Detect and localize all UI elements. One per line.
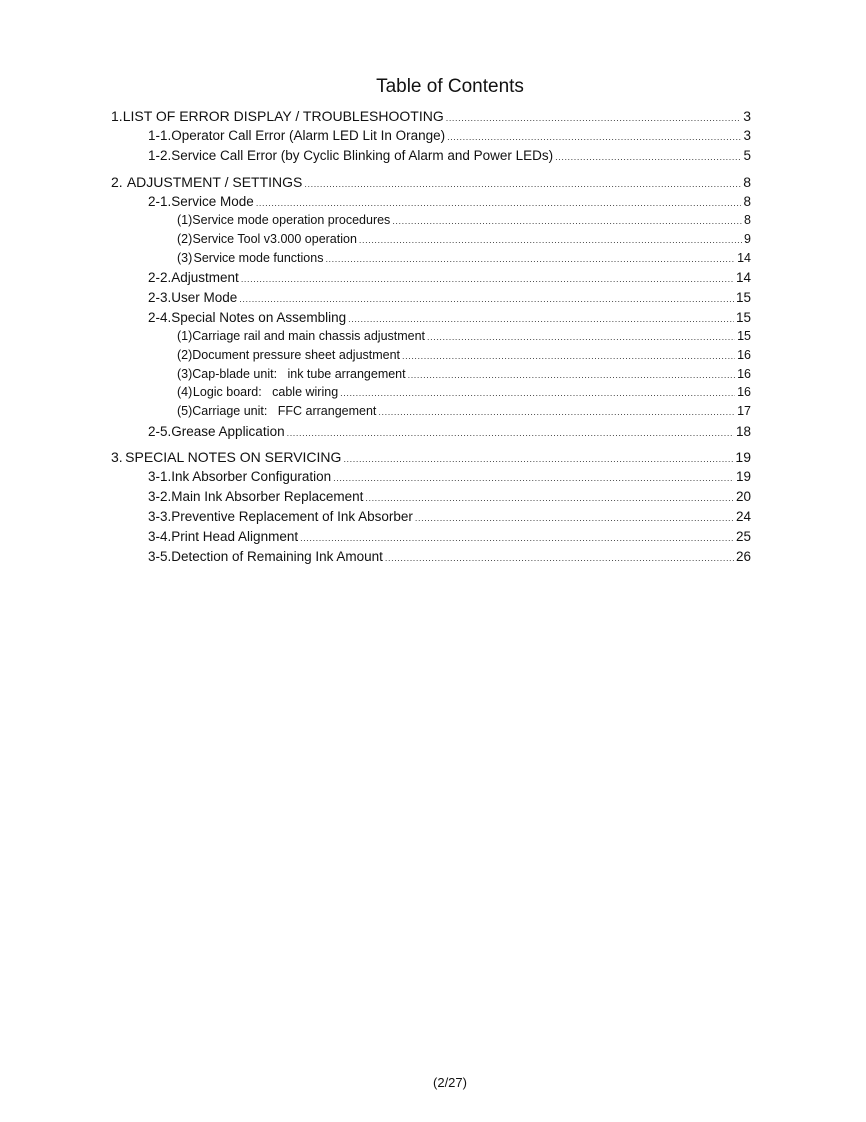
toc-entry-label: Operator Call Error (Alarm LED Lit In Orange) — [171, 128, 446, 143]
toc-entry-page: 8 — [743, 174, 751, 190]
toc-entry[interactable] — [177, 367, 751, 381]
toc-entry[interactable] — [177, 404, 751, 418]
toc-entry-page: 9 — [744, 232, 751, 246]
toc-entry[interactable] — [148, 529, 751, 544]
toc-entry-number: 1-1. — [148, 128, 172, 143]
toc-entry-number: 2-5. — [148, 424, 172, 439]
dot-leader — [359, 235, 742, 245]
toc-entry-number: 2-3. — [148, 290, 172, 305]
toc-entry-number: 2-2. — [148, 270, 172, 285]
toc-entry[interactable] — [177, 232, 751, 246]
toc-entry[interactable] — [177, 329, 751, 343]
toc-entry[interactable] — [148, 424, 751, 439]
toc-entry-page: 15 — [735, 290, 751, 305]
toc-entry-number: 2-4. — [148, 310, 172, 325]
toc-entry[interactable] — [111, 174, 751, 190]
dot-leader — [378, 407, 735, 417]
toc-entry[interactable] — [148, 128, 751, 143]
toc-entry[interactable] — [148, 469, 751, 484]
toc-entry-label: ADJUSTMENT / SETTINGS — [126, 174, 303, 190]
toc-entry-number: (2) — [177, 348, 193, 362]
toc-entry-number: 3-3. — [148, 509, 172, 524]
toc-entry-page: 19 — [735, 469, 751, 484]
toc-entry-number: 3-1. — [148, 469, 172, 484]
toc-entry-label: Print Head Alignment — [171, 529, 299, 544]
toc-entry-number: 3-5. — [148, 549, 172, 564]
toc-entry-label: Adjustment — [171, 270, 239, 285]
toc-entry-page: 26 — [735, 549, 751, 564]
toc-entry[interactable] — [148, 310, 751, 325]
toc-entry-page: 18 — [735, 424, 751, 439]
toc-entry-page: 16 — [737, 367, 751, 381]
dot-leader — [446, 113, 741, 123]
toc-entry-page: 15 — [737, 329, 751, 343]
toc-entry-label: Detection of Remaining Ink Amount — [171, 549, 383, 564]
toc-entry-label: Carriage rail and main chassis adjustment — [192, 329, 426, 343]
dot-leader — [340, 388, 735, 398]
toc-entry-label: Grease Application — [171, 424, 285, 439]
dot-leader — [555, 152, 741, 162]
toc-entry[interactable] — [177, 213, 751, 227]
toc-entry-number: (3) — [177, 251, 193, 265]
toc-entry-label: Ink Absorber Configuration — [171, 469, 332, 484]
toc-entry-label: Service mode functions — [193, 251, 324, 265]
toc-entry-label: Service mode operation procedures — [192, 213, 391, 227]
toc-entry-page: 8 — [743, 194, 751, 209]
toc-entry-number: 1-2. — [148, 148, 172, 163]
dot-leader — [392, 216, 742, 226]
page-number: (2/27) — [433, 1075, 467, 1090]
toc-entry-number: (1) — [177, 213, 193, 227]
toc-entry-number: (5) — [177, 404, 193, 418]
dot-leader — [365, 493, 734, 503]
toc-entry-page: 16 — [737, 348, 751, 362]
toc-entry-number: (3) — [177, 367, 193, 381]
toc-entry-page: 24 — [735, 509, 751, 524]
toc-entry[interactable] — [148, 148, 751, 163]
toc-entry[interactable] — [177, 348, 751, 362]
dot-leader — [239, 294, 734, 304]
toc-entry-page: 14 — [737, 251, 751, 265]
toc-entry-number: 2. — [111, 174, 123, 190]
dot-leader — [287, 428, 734, 438]
dot-leader — [241, 274, 734, 284]
toc-entry-page: 25 — [735, 529, 751, 544]
toc-entry[interactable] — [177, 251, 751, 265]
toc-entry-label: User Mode — [171, 290, 238, 305]
toc-entry-label: Special Notes on Assembling — [171, 310, 347, 325]
toc-entry-number: (2) — [177, 232, 193, 246]
dot-leader — [325, 254, 735, 264]
toc-entry[interactable] — [177, 385, 751, 399]
toc-entry-page: 16 — [737, 385, 751, 399]
toc-entry-label: Service Tool v3.000 operation — [192, 232, 357, 246]
toc-entry-label: Service Call Error (by Cyclic Blinking of Alarm and Power LEDs) — [171, 148, 554, 163]
dot-leader — [343, 454, 733, 464]
toc-entry[interactable] — [148, 290, 751, 305]
dot-leader — [256, 198, 742, 208]
toc-entry[interactable] — [111, 108, 751, 124]
toc-entry-label: Cap-blade unit: ink tube arrangement — [192, 367, 406, 381]
toc-entry-number: (1) — [177, 329, 193, 343]
dot-leader — [385, 553, 734, 563]
dot-leader — [447, 132, 741, 142]
toc-entry-page: 15 — [735, 310, 751, 325]
toc-entry-page: 3 — [743, 108, 751, 124]
dot-leader — [348, 314, 734, 324]
toc-entry-number: 1. — [111, 108, 123, 124]
toc-entry-label: Document pressure sheet adjustment — [192, 348, 401, 362]
toc-entry-number: 3-4. — [148, 529, 172, 544]
page-title: Table of Contents — [376, 76, 524, 97]
toc-entry-number: (4) — [177, 385, 193, 399]
toc-entry-label: Logic board: cable wiring — [192, 385, 339, 399]
toc-entry-page: 19 — [735, 449, 751, 465]
toc-entry-number: 2-1. — [148, 194, 172, 209]
toc-entry-page: 8 — [744, 213, 751, 227]
toc-entry-page: 14 — [735, 270, 751, 285]
dot-leader — [304, 179, 741, 189]
toc-entry-label: Preventive Replacement of Ink Absorber — [171, 509, 413, 524]
toc-entry-page: 3 — [743, 128, 751, 143]
toc-entry-page: 17 — [737, 404, 751, 418]
toc-entry-label: Carriage unit: FFC arrangement — [192, 404, 377, 418]
toc-entry[interactable] — [111, 449, 751, 465]
toc-entry[interactable] — [148, 194, 751, 209]
toc-entry-label: SPECIAL NOTES ON SERVICING — [125, 449, 342, 465]
toc-entry[interactable] — [148, 509, 751, 524]
toc-entry-label: Main Ink Absorber Replacement — [171, 489, 364, 504]
toc-entry-number: 3-2. — [148, 489, 172, 504]
toc-entry[interactable] — [148, 549, 751, 564]
dot-leader — [402, 351, 735, 361]
dot-leader — [333, 473, 734, 483]
dot-leader — [415, 513, 734, 523]
toc-entry-number: 3. — [111, 449, 123, 465]
toc-entry-page: 20 — [735, 489, 751, 504]
toc-entry-label: LIST OF ERROR DISPLAY / TROUBLESHOOTING — [122, 108, 444, 124]
dot-leader — [300, 533, 734, 543]
toc-entry[interactable] — [148, 489, 751, 504]
toc-entry[interactable] — [148, 270, 751, 285]
dot-leader — [427, 332, 735, 342]
toc-entry-label: Service Mode — [171, 194, 254, 209]
dot-leader — [408, 370, 735, 380]
toc-entry-page: 5 — [743, 148, 751, 163]
